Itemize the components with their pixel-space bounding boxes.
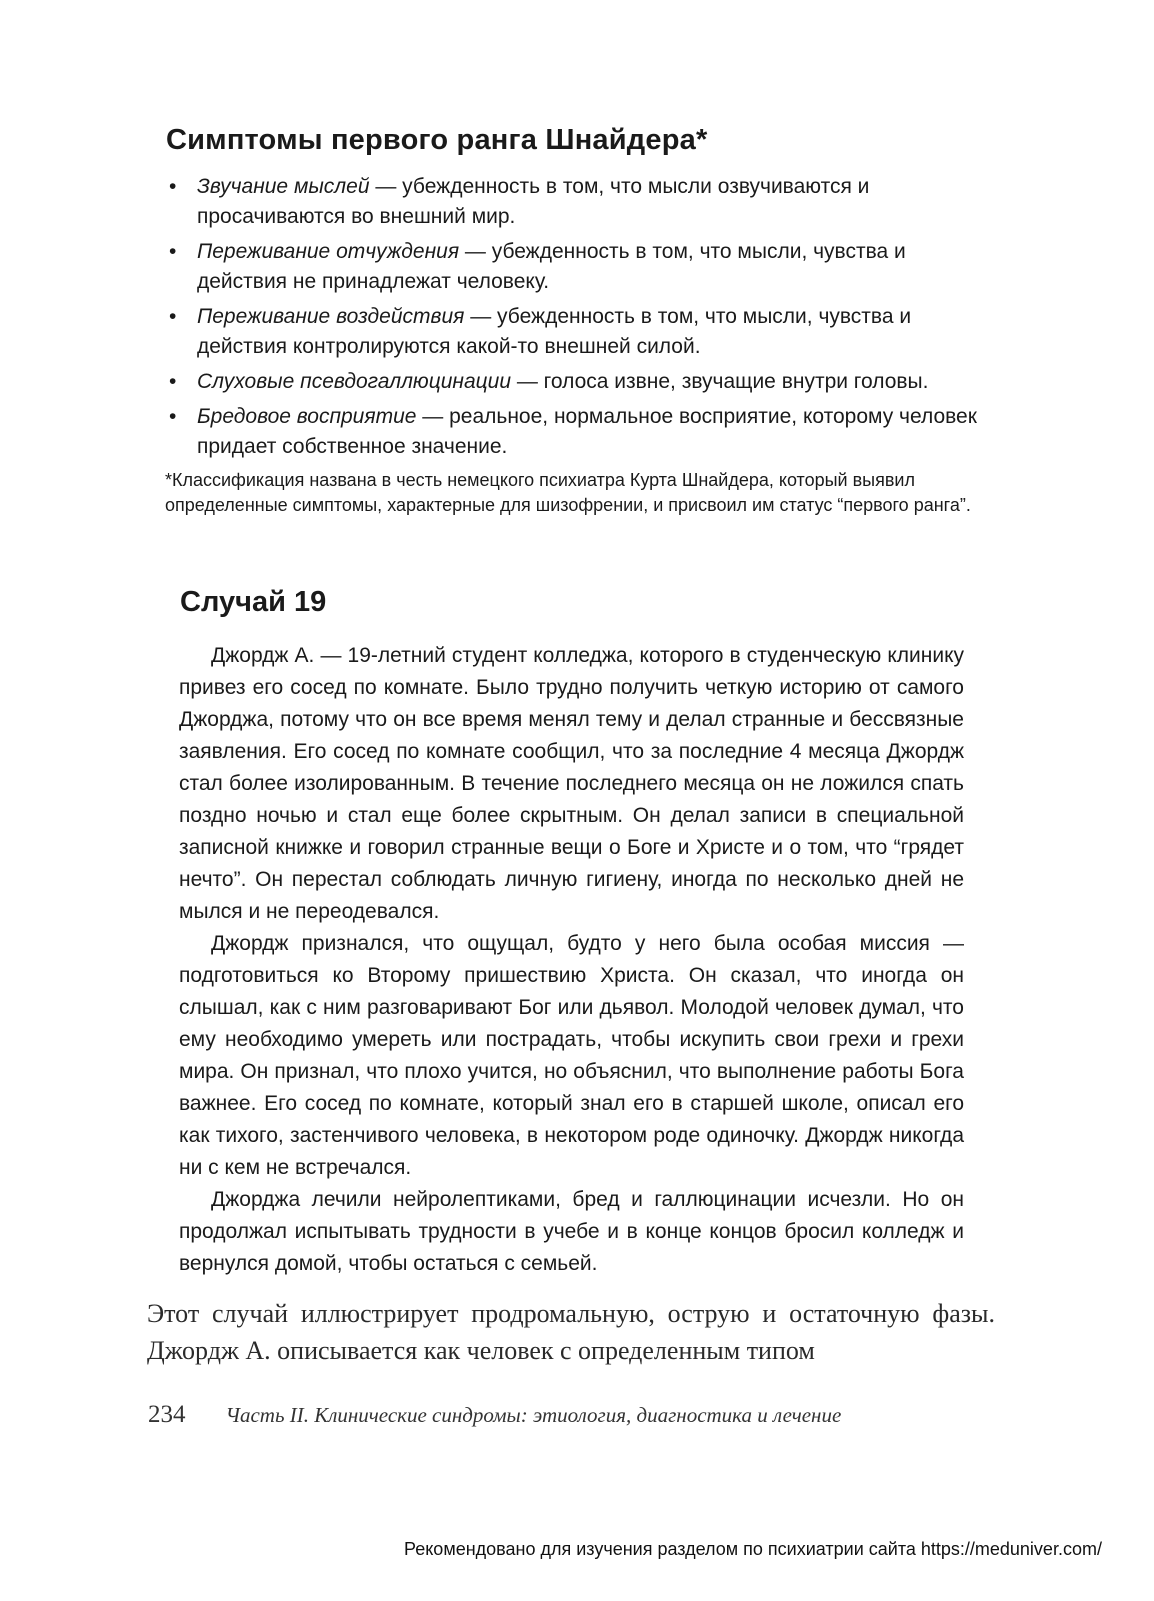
list-item — [167, 367, 977, 397]
watermark-text: Рекомендовано для изучения разделом по психиатрии сайта https://meduniver.com/ — [404, 1539, 1102, 1559]
bullet-icon: • — [169, 175, 177, 198]
list-item — [167, 402, 977, 462]
bullet-icon: • — [169, 305, 177, 328]
symptom-term: Переживание воздействия — [197, 305, 465, 328]
case-paragraph: Джордж А. — 19-летний студент колледжа, которого в студенческую клинику привез его сосед по комнате. Было трудно получить четкую историю от самого Джорджа, потому что он все время менял тему и делал странные и бессвязные заявления. Его сосед по комнате сообщил, что за последние 4 месяца Джордж стал более изолированным. В течение последнего месяца он не ложился спать поздно ночью и стал еще более скрытным. Он делал записи в специальной записной книжке и говорил странные вещи о Боге и Христе и о том, что “грядет нечто”. Он перестал соблюдать личную гигиену, иногда по несколько дней не мылся и не переодевался. — [179, 644, 964, 923]
symptom-term: Бредовое восприятие — [197, 405, 417, 428]
page-footer — [148, 1401, 968, 1429]
bullet-icon: • — [169, 240, 177, 263]
case-paragraph: Джорджа лечили нейролептиками, бред и галлюцинации исчезли. Но он продолжал испытывать трудности в учебе и в конце концов бросил колледж и вернулся домой, чтобы остаться с семьей. — [179, 1188, 964, 1275]
symptom-term: Слуховые псевдогаллюцинации — [197, 370, 511, 393]
case-body — [179, 640, 964, 1280]
sidebar-heading: Симптомы первого ранга Шнайдера* — [166, 124, 708, 156]
symptom-description: — голоса извне, звучащие внутри головы. — [511, 370, 929, 393]
symptom-description: — убежденность в том, что мысли, чувства и действия контролируются какой-то внешней силой. — [197, 305, 912, 358]
symptom-list — [167, 172, 977, 467]
list-item — [167, 237, 977, 297]
symptom-description: — убежденность в том, что мысли озвучиваются и просачиваются во внешний мир. — [197, 175, 870, 228]
symptom-description: — реальное, нормальное восприятие, которому человек придает собственное значение. — [197, 405, 977, 458]
main-body-text: Этот случай иллюстрирует продромальную, острую и остаточную фазы. Джордж А. описывается как человек с определенным типом — [147, 1299, 995, 1365]
symptom-description: — убежденность в том, что мысли, чувства и действия не принадлежат человеку. — [197, 240, 906, 293]
list-item — [167, 302, 977, 362]
footnote: *Классификация названа в честь немецкого психиатра Курта Шнайдера, который выявил определенные симптомы, характерные для шизофрении, и присвоил им статус “первого ранга”. — [165, 470, 971, 515]
bullet-icon: • — [169, 370, 177, 393]
running-title: Часть II. Клинические синдромы: этиология, диагностика и лечение — [225, 1403, 842, 1427]
page-number: 234 — [148, 1401, 186, 1428]
symptom-term: Звучание мыслей — [197, 175, 370, 198]
bullet-icon: • — [169, 405, 177, 428]
list-item — [167, 172, 977, 232]
symptom-term: Переживание отчуждения — [197, 240, 460, 263]
case-heading: Случай 19 — [180, 586, 327, 618]
case-paragraph: Джордж признался, что ощущал, будто у него была особая миссия — подготовиться ко Второму пришествию Христа. Он сказал, что иногда он слышал, как с ним разговаривают Бог или дьявол. Молодой человек думал, что ему необходимо умереть или пострадать, чтобы искупить свои грехи и грехи мира. Он признал, что плохо учится, но объяснил, что выполнение работы Бога важнее. Его сосед по комнате, который знал его в старшей школе, описал его как тихого, застенчивого человека, в некотором роде одиночку. Джордж никогда ни с кем не встречался. — [179, 932, 964, 1179]
